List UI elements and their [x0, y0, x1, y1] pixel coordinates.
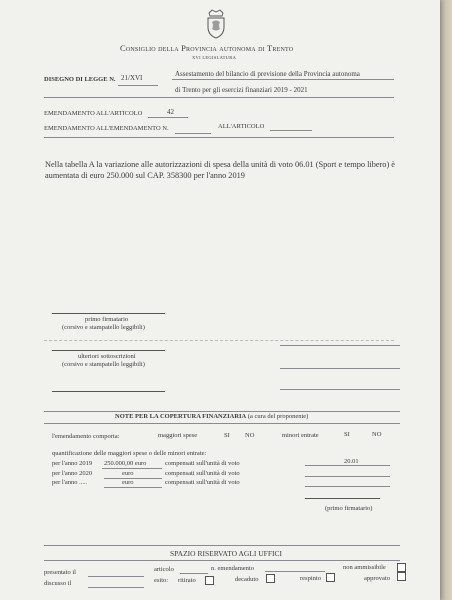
other-signers-note: (corsivo e stampatello leggibili): [62, 361, 145, 368]
financial-signer-label: (primo firmatario): [325, 505, 373, 512]
minori-entrate-label: minori entrate: [282, 432, 319, 439]
non-ammissibile-checkbox[interactable]: [397, 563, 406, 572]
signature-line-left-3: [52, 391, 165, 392]
other-signers-line: [52, 350, 165, 351]
year-row-1-line: [102, 468, 162, 469]
financial-heading-wrap: [115, 413, 308, 420]
first-signer-line: [52, 313, 165, 314]
year-row-3-line: [104, 487, 162, 488]
bill-number: 21/XVI: [121, 74, 143, 82]
council-name: Consiglio della Provincia autonoma di Trento: [120, 43, 294, 53]
amendment-sub-article-line: [270, 130, 312, 131]
ritirato-checkbox[interactable]: [205, 576, 214, 585]
approvato-label: approvato: [364, 575, 390, 582]
year-row-2-compensati: compensati sull'unità di voto: [165, 470, 240, 477]
financial-heading-rule: [44, 423, 400, 424]
bill-number-line: [118, 85, 158, 86]
signature-separator: [44, 340, 394, 341]
page-edge-background: [440, 0, 452, 600]
maggiori-spese-si[interactable]: SI: [224, 432, 230, 439]
minori-entrate-si[interactable]: SI: [344, 431, 350, 438]
esito-label: esito:: [154, 577, 169, 584]
decaduto-label: decaduto: [235, 576, 259, 583]
financial-signer-line: [305, 498, 380, 499]
ritirato-label: ritirato: [178, 577, 196, 584]
year-row-3-compensati: compensati sull'unità di voto: [165, 479, 240, 486]
bill-label: DISEGNO DI LEGGE N.: [44, 76, 116, 83]
financial-heading: NOTE PER LA COPERTURA FINANZIARIA: [115, 413, 247, 420]
year-row-1-compensati: compensati sull'unità di voto: [165, 460, 240, 467]
bill-title-line2: di Trento per gli esercizi finanziari 2019 - 2021: [175, 86, 308, 94]
articolo-line: [180, 573, 208, 574]
year-row-3-unit-line: [305, 486, 390, 487]
amendment-sub-label: EMENDAMENTO ALL'EMENDAMENTO N.: [44, 125, 169, 132]
maggiori-spese-label: maggiori spese: [158, 432, 198, 439]
other-signers-label: ulteriori sottoscrizioni: [78, 353, 136, 360]
first-signer-label: primo firmatario: [85, 316, 129, 323]
office-heading-rule: [44, 560, 400, 561]
maggiori-spese-no[interactable]: NO: [245, 432, 255, 439]
amendment-article-line: [148, 117, 188, 118]
amendment-separator: [44, 137, 394, 138]
year-row-2-label: per l'anno 2020: [52, 470, 93, 477]
amendment-article-value: 42: [167, 108, 174, 116]
year-row-1-unit: 20.01: [344, 458, 359, 465]
signature-line-right-1: [280, 345, 400, 346]
year-row-1-label: per l'anno 2019: [52, 460, 93, 467]
minori-entrate-no[interactable]: NO: [372, 431, 382, 438]
year-row-2-value: euro: [122, 470, 134, 477]
financial-heading-note: (a cura del proponente): [247, 413, 309, 420]
bill-title-line2-rule: [44, 97, 394, 98]
financial-top-rule: [44, 411, 400, 412]
respinto-checkbox[interactable]: [326, 573, 335, 582]
n-emendamento-label: n. emendamento: [211, 565, 254, 572]
articolo-label: articolo: [154, 566, 174, 573]
respinto-label: respinto: [300, 575, 321, 582]
year-row-1-unit-line: [305, 465, 390, 466]
discusso-label: discusso il: [44, 580, 72, 587]
signature-line-right-2: [280, 368, 400, 369]
legislature-label: XVI LEGISLATURA: [192, 55, 237, 60]
year-row-3-value: euro: [122, 479, 134, 486]
coat-of-arms-icon: [205, 9, 227, 39]
year-row-1-value: 250.000,00 euro: [104, 460, 147, 467]
amendment-body-text: Nella tabella A la variazione alle autorizzazioni di spesa della unità di voto 06.01 (Sport e tempo libero) è aumentata di euro 250.000 sul CAP. 358300 per l'anno 2019: [45, 160, 395, 180]
n-emendamento-line: [265, 571, 325, 572]
year-row-2-unit-line: [305, 476, 390, 477]
approvato-checkbox[interactable]: [397, 572, 406, 581]
non-ammissibile-label: non ammissibile: [343, 564, 386, 571]
year-row-3-label: per l'anno .....: [52, 479, 88, 486]
discusso-line: [88, 587, 144, 588]
amendment-sub-article-label: ALL'ARTICOLO: [218, 123, 265, 130]
presentato-line: [88, 576, 144, 577]
comporta-label: l'emendamento comporta:: [52, 433, 120, 440]
office-heading: SPAZIO RISERVATO AGLI UFFICI: [170, 549, 282, 558]
presentato-label: presentato il: [44, 569, 76, 576]
first-signer-note: (corsivo e stampatello leggibili): [62, 324, 145, 331]
decaduto-checkbox[interactable]: [266, 574, 275, 583]
signature-line-right-3: [280, 389, 400, 390]
bill-title-line1-rule: [172, 79, 394, 80]
bill-title-line1: Assestamento del bilancio di previsione della Provincia autonoma: [175, 70, 360, 78]
quantification-label: quantificazione delle maggiori spese o delle minori entrate:: [52, 450, 207, 457]
office-top-rule: [44, 545, 400, 546]
amendment-article-label: EMENDAMENTO ALL'ARTICOLO: [44, 110, 143, 117]
amendment-sub-line: [175, 133, 211, 134]
